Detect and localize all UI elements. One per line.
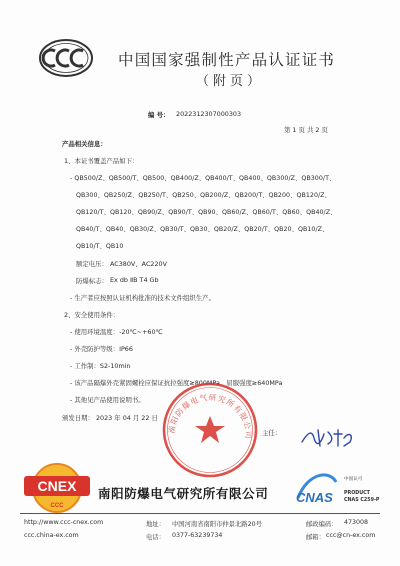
item2-heading: 2、安全使用条件：	[64, 311, 120, 319]
certificate-number: 2022312307000303	[176, 110, 242, 118]
item1-heading: 1、本证书覆盖产品如下：	[64, 157, 139, 165]
cnas-logo-text: CNAS	[296, 490, 333, 505]
cnex-logo-sub: CCC	[50, 503, 64, 509]
director-signature-icon	[298, 424, 358, 450]
page-info: 第 1 页 共 2 页	[284, 126, 328, 134]
footer-url-1[interactable]: http://www.ccc-cnex.com	[24, 519, 104, 526]
cnas-line2: CNAS C259-P	[344, 498, 380, 503]
condition-item: - 其他见产品使用说明书。	[70, 396, 145, 404]
number-label: 编 号：	[148, 111, 170, 119]
cnas-line1: PRODUCT	[344, 491, 370, 496]
condition-item: - 该产品隔爆外壳紧固螺栓应保证抗拉强度≥800MPa，屈服强度≥640MPa	[70, 379, 283, 387]
model-line: QB300、QB250/Z、QB250/T、QB250、QB200/Z、QB200/T、QB200、QB120/Z、	[76, 192, 331, 199]
footer-url-2[interactable]: ccc.china-ex.com	[24, 532, 79, 539]
model-line: QB120/T、QB120、QB90/Z、QB90/T、QB90、QB60/Z、QB60/T、QB60、QB40/Z、	[76, 209, 337, 216]
ccc-logo-icon	[38, 38, 94, 78]
postcode-label: 邮政编码：	[306, 521, 338, 528]
postcode-value: 473008	[344, 519, 369, 526]
cnas-logo-icon	[292, 468, 382, 510]
model-line: QB10/T、QB10	[76, 243, 124, 250]
model-line: QB40/T、QB40、QB30/Z、QB30/T、QB30、QB20/Z、QB20/T、QB20、QB10/Z、	[76, 226, 329, 233]
address-value: 中国河南省南阳市仲景北路20号	[172, 521, 262, 528]
model-line: - QB500/Z、QB500/T、QB500、QB400/Z、QB400/T、QB400、QB300/Z、QB300/T、	[70, 175, 336, 182]
cnex-logo-icon	[22, 460, 92, 516]
email-value[interactable]: ccc@cn-ex.com	[326, 532, 376, 539]
cnas-cn-label: 中国认可	[344, 477, 363, 482]
certificate-title: 中国国家强制性产品认证证书	[118, 51, 336, 69]
phone-value: 0377-63239734	[172, 532, 223, 539]
footer-divider	[20, 513, 380, 514]
official-stamp-icon	[160, 380, 260, 480]
phone-label: 电话：	[146, 534, 165, 541]
ex-marking-label: 防爆标志：	[76, 277, 108, 285]
email-label: 邮箱：	[306, 534, 325, 541]
stamp-ring-text: 南阳防爆电气研究所有限公司	[166, 392, 254, 440]
section-title: 产品相关信息：	[62, 140, 107, 148]
certificate-subtitle: （附页）	[196, 74, 265, 89]
voltage-value: AC380V、AC220V	[110, 260, 167, 268]
ex-marking-value: Ex db ⅡB T4 Gb	[110, 276, 159, 284]
condition-item: - 外壳防护等级：IP66	[70, 345, 133, 353]
voltage-label: 额定电压：	[76, 260, 108, 268]
director-label: 主任：	[262, 429, 282, 437]
issue-date: 颁发日期： 2023 年 04 月 22 日	[62, 414, 158, 422]
lab-name: 南阳防爆电气研究所有限公司	[98, 486, 269, 501]
cnex-logo-text: CNEX	[37, 478, 77, 494]
production-note: - 生产者应按照认证机构批准的技术文件组织生产。	[70, 294, 215, 302]
address-label: 地址：	[146, 521, 165, 528]
condition-item: - 工作制：S2-10min	[70, 362, 131, 370]
condition-item: - 使用环境温度：-20℃~+60℃	[70, 328, 163, 336]
